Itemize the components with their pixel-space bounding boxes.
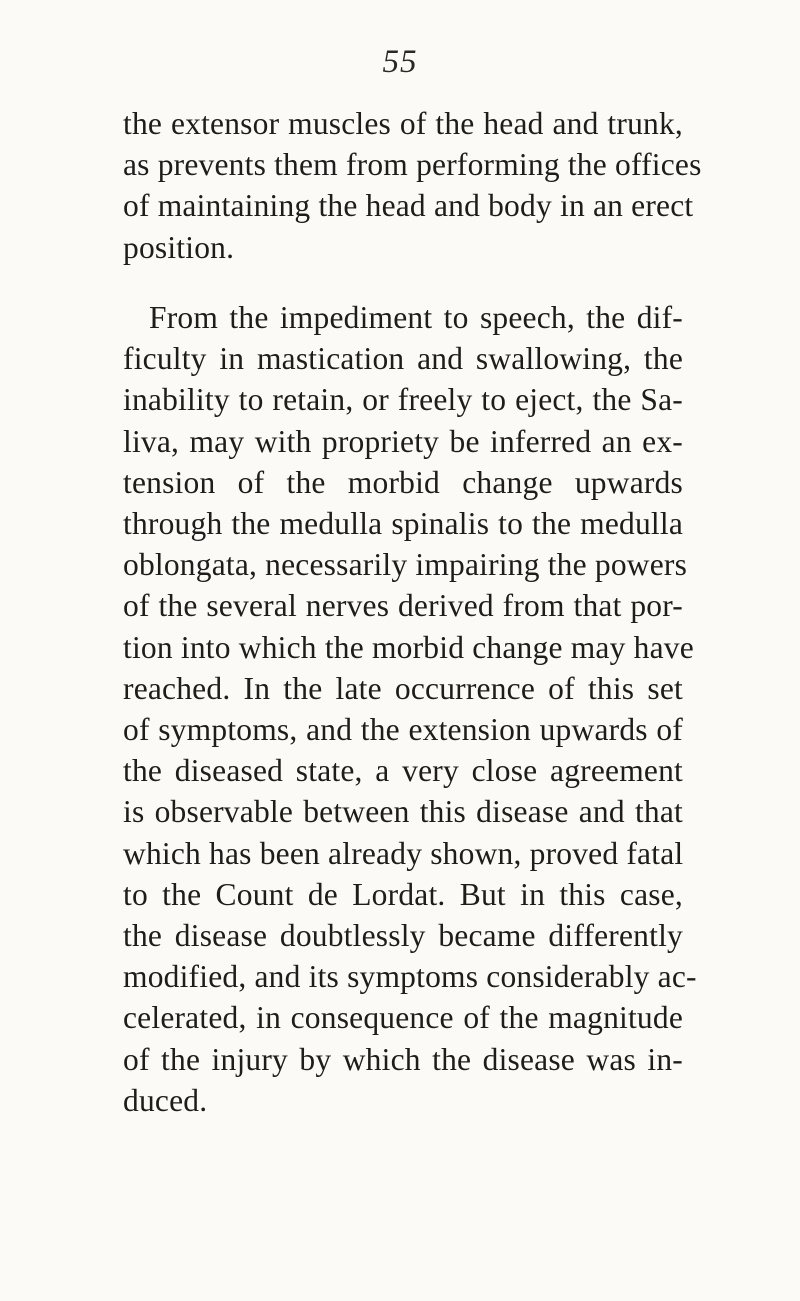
text-line: liva, may with propriety be inferred an ex- <box>123 423 683 459</box>
text-line: From the impediment to speech, the dif- <box>149 300 683 335</box>
text-line: celerated, in consequence of the magnitude <box>123 1000 683 1036</box>
text-line: position. <box>123 229 235 265</box>
page-number: 55 <box>382 44 418 80</box>
text-line: ficulty in mastication and swallowing, the <box>123 341 683 377</box>
text-line: is observable between this disease and that <box>123 794 683 830</box>
text-line: as prevents them from performing the offices <box>123 147 702 183</box>
text-line: oblongata, necessarily impairing the powers <box>123 547 688 583</box>
text-line: the diseased state, a very close agreement <box>123 753 683 789</box>
text-line: inability to retain, or freely to eject, the Sa- <box>123 382 683 418</box>
text-line: which has been already shown, proved fatal <box>123 835 684 871</box>
text-line: duced. <box>123 1082 208 1118</box>
text-line: of symptoms, and the extension upwards of <box>123 712 683 748</box>
text-line: of maintaining the head and body in an erect <box>123 188 694 224</box>
text-line: of the several nerves derived from that por- <box>123 588 683 624</box>
text-line: the disease doubtlessly became differently <box>123 918 683 954</box>
text-line: to the Count de Lordat. But in this case, <box>123 876 683 912</box>
text-line: tion into which the morbid change may have <box>123 629 694 665</box>
text-line: the extensor muscles of the head and trunk, <box>123 106 683 141</box>
text-line: through the medulla spinalis to the medulla <box>123 506 683 542</box>
text-line: of the injury by which the disease was in- <box>123 1041 683 1077</box>
paragraph-1 <box>123 103 702 268</box>
text-line: reached. In the late occurrence of this set <box>123 670 683 706</box>
text-line: modified, and its symptoms considerably ac- <box>123 959 697 995</box>
text-line: tension of the morbid change upwards <box>123 464 683 500</box>
paragraph-2 <box>123 297 697 1121</box>
